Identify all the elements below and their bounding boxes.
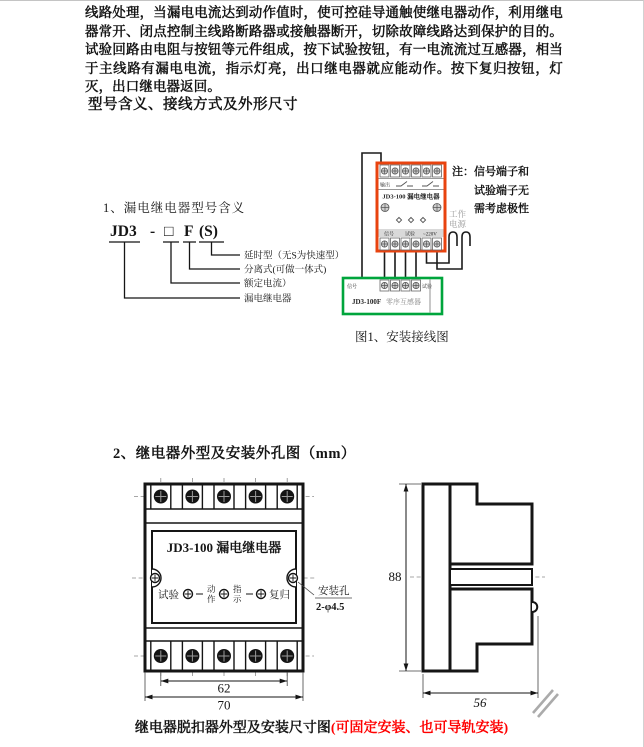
model-code-s: (S): [199, 223, 218, 240]
power-label-line1: 工作: [449, 209, 467, 219]
section2-title: 2、继电器外型及安装外孔图（mm）: [113, 446, 356, 462]
action-label-top: 动: [207, 584, 216, 594]
rail-clip-icon: [532, 602, 537, 612]
bottom-caption: [0, 717, 643, 737]
figure1-caption: 图1、安装接线图: [355, 330, 449, 344]
sensor-test-label: 试验: [422, 285, 433, 290]
model-code-diagram: [100, 217, 360, 312]
dim-62-value: 62: [217, 680, 231, 696]
note-line1: 注：信号端子和: [452, 166, 529, 178]
dim-56-value: 56: [473, 695, 487, 710]
relay-signal-label: 信号: [384, 232, 395, 238]
bottom-caption-red-text: (可固定安装、也可导轨安装): [330, 721, 509, 736]
relay-title: JD3-100 漏电继电器: [382, 193, 440, 201]
model-label-separate: 分离式(可做一体式): [244, 265, 327, 276]
note-line3: 需考虑极性: [474, 203, 529, 215]
relay-test-label: 试验: [405, 232, 416, 238]
indicate-label-bottom: 示: [233, 594, 242, 604]
sensor-unit: [343, 278, 442, 314]
sensor-wires: [385, 251, 417, 280]
wiring-diagram: [340, 141, 644, 346]
relay-voltage-label: ~220V: [423, 232, 437, 238]
bottom-caption-text: 继电器脱扣器外型及安装尺寸图: [134, 721, 331, 736]
test-button-icon: [184, 590, 193, 599]
reset-button-icon: [257, 590, 266, 599]
model-label-delay: 延时型（无S为快速型）: [244, 251, 345, 262]
model-code-f: F: [184, 223, 194, 240]
sensor-signal-label: 信号: [347, 285, 358, 290]
model-heading: 1、漏电继电器型号含义: [103, 201, 246, 215]
indicate-label-top: 指: [233, 584, 242, 594]
dim-88-value: 88: [388, 569, 402, 584]
model-label-relay: 漏电继电器: [244, 294, 292, 305]
dimension-88: [389, 484, 422, 671]
model-code-box: □: [164, 223, 174, 240]
side-view-drawing: [385, 476, 644, 721]
front-view-drawing: [130, 476, 402, 716]
model-code-prefix: JD3: [110, 223, 137, 240]
hole-label: 安装孔: [318, 586, 350, 597]
polarity-note: [452, 164, 529, 215]
power-hook-icon: [449, 232, 470, 246]
intro-paragraph: 线路处理，当漏电电流达到动作值时，使可控硅导通触使继电器动作，利用继电器常开、闭点控制主线路断路器或接触器断开，切除故障线路达到保护的目的。试验回路由电阻与按钮等元件组成，按下试验按钮，有一电流流过互感器，相当于主线路有漏电电流，指示灯亮，出口继电器就应能动作。按下复归按钮，灯灭，出口继电器返回。: [85, 5, 563, 95]
action-lamp-icon: [220, 590, 229, 599]
hatch-mark: [533, 690, 558, 717]
section1-title: 型号含义、接线方式及外形尺寸: [88, 97, 298, 113]
tree-lines: [109, 242, 240, 298]
working-power-label: [449, 209, 467, 229]
relay-output-label: 输出: [380, 183, 391, 189]
side-profile: [423, 484, 537, 671]
hole-spec: 2-φ4.5: [316, 602, 345, 613]
model-code-dash: -: [150, 223, 156, 240]
power-label-line2: 电源: [449, 219, 467, 229]
reset-button-label: 复归: [269, 590, 290, 601]
front-panel-title: JD3-100 漏电继电器: [166, 540, 282, 555]
action-label-bottom: 作: [207, 594, 216, 604]
sensor-model: JD3-100F: [352, 298, 382, 306]
mounting-hole-callout: [298, 582, 352, 613]
test-button-label: 试验: [158, 590, 179, 601]
sensor-type: 零序互感器: [386, 298, 421, 306]
dim-70-value: 70: [217, 697, 231, 713]
relay-unit: [377, 163, 445, 251]
note-line2: 试验端子无: [474, 185, 529, 197]
model-label-current: 额定电流）: [244, 279, 292, 290]
